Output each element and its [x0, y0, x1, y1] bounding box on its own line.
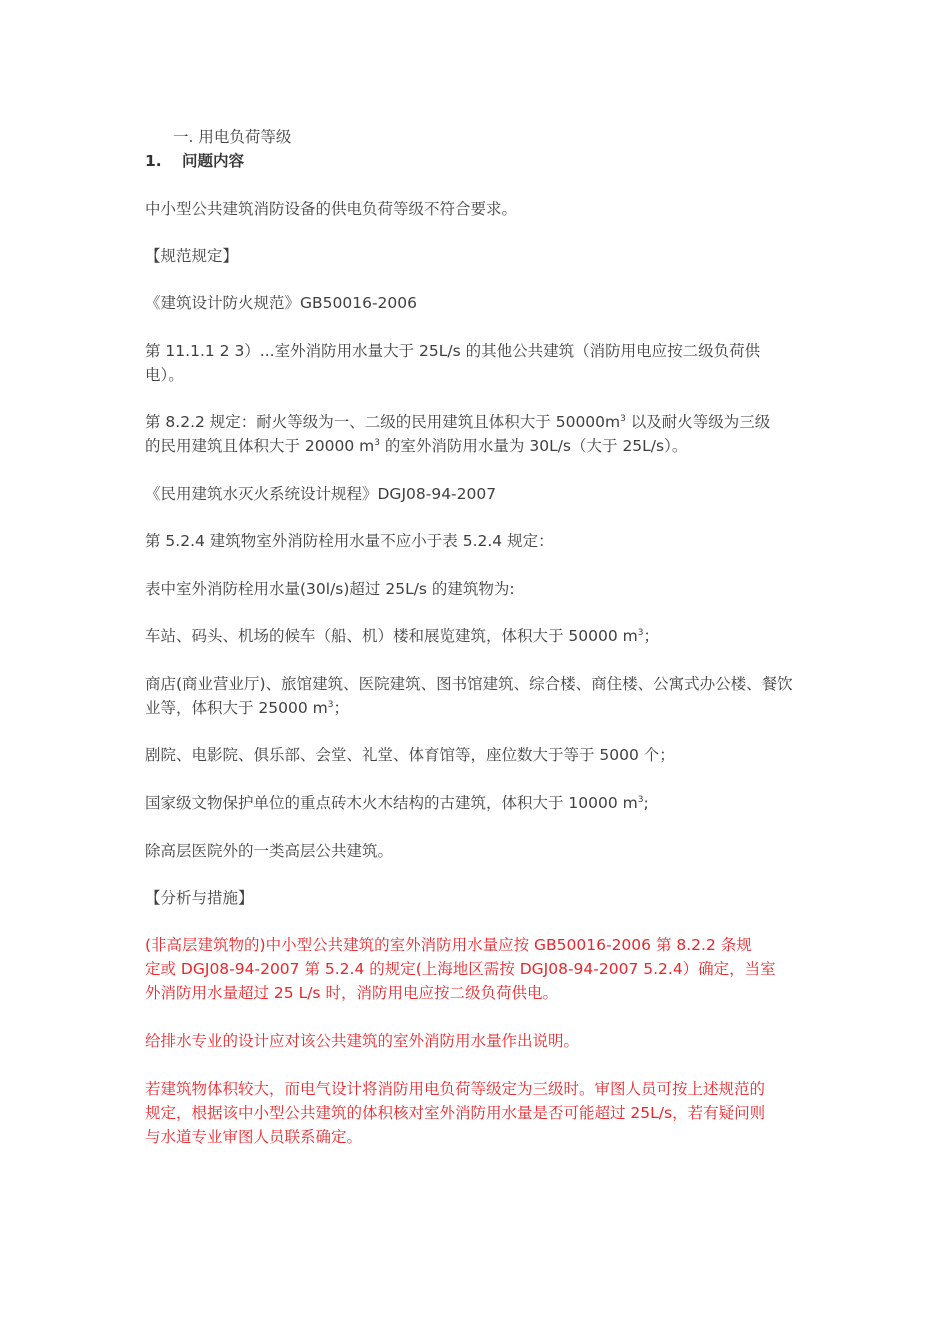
item-number: 1.: [145, 152, 162, 170]
list-item-1-text: 车站、码头、机场的候车（船、机）楼和展览建筑，体积大于 50000 m: [145, 627, 638, 645]
clause-4: 表中室外消防栓用水量(30l/s)超过 25L/s 的建筑物为:: [145, 580, 515, 598]
list-item-2-line-1: 商店(商业营业厅)、旅馆建筑、医院建筑、图书馆建筑、综合楼、商住楼、公寓式办公楼、餐饮: [145, 675, 793, 693]
superscript: 3: [637, 795, 644, 805]
list-item-1: [145, 624, 825, 648]
analysis-2: 给排水专业的设计应对该公共建筑的室外消防用水量作出说明。: [145, 1032, 580, 1050]
list-item-2-line-2: [145, 696, 825, 720]
section-title: 一. 用电负荷等级: [173, 128, 292, 146]
item-heading: [145, 149, 825, 173]
list-item-3: 剧院、电影院、俱乐部、会堂、礼堂、体育馆等，座位数大于等于 5000 个；: [145, 746, 675, 764]
list-item-2-end: ；: [333, 699, 350, 717]
spec-heading: 【规范规定】: [145, 247, 239, 265]
superscript: 3: [374, 438, 380, 448]
superscript: 3: [637, 628, 644, 638]
analysis-1-line-1: (非高层建筑物的)中小型公共建筑的室外消防用水量应按 GB50016-2006 第 8.2.2 条规: [145, 936, 752, 954]
clause-2-text-c: 的民用建筑且体积大于 20000 m: [145, 437, 375, 455]
analysis-1-line-2: 定或 DGJ08-94-2007 第 5.2.4 的规定(上海地区需按 DGJ08-94-2007 5.2.4）确定，当室: [145, 960, 776, 978]
problem-text: 中小型公共建筑消防设备的供电负荷等级不符合要求。: [145, 200, 518, 218]
reference-title-1: 《建筑设计防火规范》GB50016-2006: [145, 294, 417, 312]
analysis-3-line-2: 规定，根据该中小型公共建筑的体积核对室外消防用水量是否可能超过 25L/s，若有疑问则: [145, 1104, 766, 1122]
clause-3: 第 5.2.4 建筑物室外消防栓用水量不应小于表 5.2.4 规定：: [145, 532, 554, 550]
analysis-1-line-3: 外消防用水量超过 25 L/s 时，消防用电应按二级负荷供电。: [145, 984, 558, 1002]
clause-2-line-2: [145, 434, 825, 458]
item-title: 问题内容: [182, 152, 245, 170]
clause-2-text-a: 第 8.2.2 规定：耐火等级为一、二级的民用建筑且体积大于 50000m: [145, 413, 621, 431]
list-item-1-end: ；: [643, 627, 660, 645]
reference-title-2: 《民用建筑水灭火系统设计规程》DGJ08-94-2007: [145, 485, 497, 503]
list-item-5: 除高层医院外的一类高层公共建筑。: [145, 842, 394, 860]
list-item-4-end: ;: [643, 794, 649, 812]
clause-1-line-2: 电）。: [145, 366, 184, 384]
list-item-4-text: 国家级文物保护单位的重点砖木火木结构的古建筑，体积大于 10000 m: [145, 794, 638, 812]
superscript: 3: [620, 414, 626, 424]
clause-2-text-d: 的室外消防用水量为 30L/s（大于 25L/s）。: [380, 437, 688, 455]
list-item-2-text: 业等，体积大于 25000 m: [145, 699, 328, 717]
clause-1-line-1: 第 11.1.1 2 3）...室外消防用水量大于 25L/s 的其他公共建筑（消防用电应按二级负荷供: [145, 342, 761, 360]
clause-2-line-1: [145, 410, 825, 434]
clause-2-text-b: 以及耐火等级为三级: [625, 413, 771, 431]
analysis-3-line-3: 与水道专业审图人员联系确定。: [145, 1128, 363, 1146]
analysis-heading: 【分析与措施】: [145, 889, 254, 907]
list-item-4: [145, 791, 825, 815]
superscript: 3: [327, 700, 334, 710]
analysis-3-line-1: 若建筑物体积较大，而电气设计将消防用电负荷等级定为三级时。审图人员可按上述规范的: [145, 1080, 766, 1098]
